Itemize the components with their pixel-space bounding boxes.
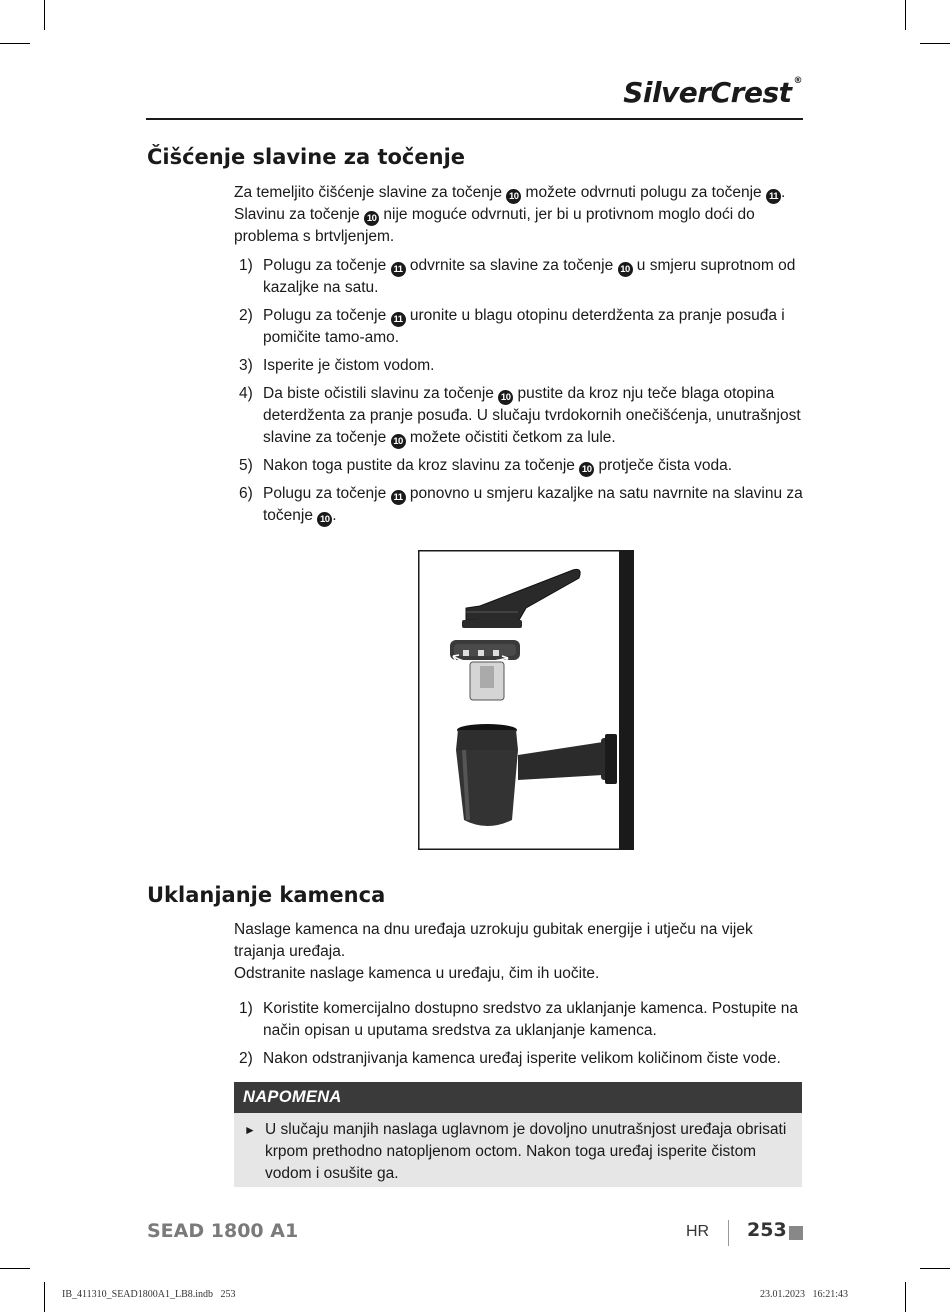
text-run: Da biste očistili slavinu za točenje <box>263 385 499 402</box>
text-run: Polugu za točenje <box>263 257 391 274</box>
callout-number-10-icon: 10 <box>579 462 594 477</box>
step-number: 2) <box>239 307 253 324</box>
crop-mark <box>905 1282 906 1312</box>
print-slug-date: 23.01.2023 16:21:43 <box>760 1289 849 1300</box>
crop-mark <box>44 1282 45 1312</box>
step-item <box>234 455 804 477</box>
note-body <box>234 1113 802 1187</box>
intro-line: Odstranite naslage kamenca u uređaju, čim ih uočite. <box>234 965 600 982</box>
steps-list-descaling <box>234 998 804 1076</box>
text-run: Isperite je čistom vodom. <box>263 357 435 374</box>
callout-number-10-icon: 10 <box>618 262 633 277</box>
step-item <box>234 255 804 299</box>
crop-mark <box>920 1268 950 1269</box>
intro-line: Naslage kamenca na dnu uređaja uzrokuju gubitak energije i utječu na vijek trajanja uređaja. <box>234 921 753 960</box>
step-item <box>234 305 804 349</box>
text-run: Za temeljito čišćenje slavine za točenje <box>234 184 507 201</box>
step-number: 4) <box>239 385 253 402</box>
step-number: 3) <box>239 357 253 374</box>
callout-number-11-icon: 11 <box>391 262 406 277</box>
text-run: . <box>332 507 337 524</box>
callout-number-10-icon: 10 <box>391 434 406 449</box>
page-number: 253 <box>747 1219 787 1241</box>
callout-number-10-icon: 10 <box>364 211 379 226</box>
footer-separator <box>728 1220 729 1246</box>
note-heading: NAPOMENA <box>234 1082 802 1113</box>
text-run: Nakon odstranjivanja kamenca uređaj isperite velikom količinom čiste vode. <box>263 1050 781 1067</box>
text-run: ponovno u smjeru kazaljke na satu navrnite na slavinu za točenje <box>263 485 803 524</box>
text-run: Polugu za točenje <box>263 485 391 502</box>
callout-number-11-icon: 11 <box>766 189 781 204</box>
text-run: nije moguće odvrnuti, jer bi u protivnom moglo doći do problema s brtvljenjem. <box>234 206 755 245</box>
step-number: 1) <box>239 257 253 274</box>
footer-model: SEAD 1800 A1 <box>147 1220 299 1242</box>
callout-number-10-icon: 10 <box>506 189 521 204</box>
tap-illustration <box>418 550 634 850</box>
steps-list-tap-cleaning <box>234 255 804 533</box>
section-intro-descaling <box>234 919 804 985</box>
text-run: Nakon toga pustite da kroz slavinu za točenje <box>263 457 580 474</box>
step-item <box>234 1048 804 1070</box>
callout-number-11-icon: 11 <box>391 312 406 327</box>
text-run: odvrnite sa slavine za točenje <box>405 257 618 274</box>
text-run: protječe čista voda. <box>594 457 733 474</box>
crop-mark <box>905 0 906 30</box>
header-rule <box>146 118 803 120</box>
text-run: možete očistiti četkom za lule. <box>405 429 616 446</box>
text-run: Koristite komercijalno dostupno sredstvo za uklanjanje kamenca. Postupite na način opisan u uputama sredstva za uklanjanje kamenca. <box>263 1000 799 1039</box>
section-title-tap-cleaning: Čišćenje slavine za točenje <box>147 145 466 169</box>
text-run: u smjeru suprotnom od kazaljke na satu. <box>263 257 796 296</box>
step-number: 1) <box>239 1000 253 1017</box>
print-slug-file: IB_411310_SEAD1800A1_LB8.indb 253 <box>62 1289 236 1300</box>
section-intro-tap-cleaning <box>234 182 804 248</box>
text-run: . Slavinu za točenje <box>234 184 786 223</box>
text-run: Polugu za točenje <box>263 307 391 324</box>
step-item <box>234 998 804 1042</box>
footer-language: HR <box>686 1223 710 1240</box>
step-item <box>234 483 804 527</box>
section-title-descaling: Uklanjanje kamenca <box>147 883 386 907</box>
callout-number-11-icon: 11 <box>391 490 406 505</box>
text-run: možete odvrnuti polugu za točenje <box>521 184 766 201</box>
crop-mark <box>920 43 950 44</box>
note-text: U slučaju manjih naslaga uglavnom je dovoljno unutrašnjost uređaja obrisati krpom prethodno natopljenom octom. Nakon toga uređaj isperite čistom vodom i osušite ga. <box>265 1121 787 1182</box>
crop-mark <box>44 0 45 30</box>
brand-logo: SilverCrest ® <box>623 76 802 109</box>
step-number: 6) <box>239 485 253 502</box>
text-run: pustite da kroz nju teče blaga otopina deterdženta za pranje posuđa. U slučaju tvrdokornih onečišćenja, unutrašnjost slavine za točenje <box>263 385 801 446</box>
crop-mark <box>0 1268 30 1269</box>
crop-mark <box>0 43 30 44</box>
footer-square-icon <box>789 1226 803 1240</box>
step-number: 5) <box>239 457 253 474</box>
step-item <box>234 383 804 449</box>
step-number: 2) <box>239 1050 253 1067</box>
bullet-arrow-icon: ► <box>244 1123 256 1137</box>
step-item <box>234 355 804 377</box>
text-run: uronite u blagu otopinu deterdženta za pranje posuđa i pomičite tamo-amo. <box>263 307 785 346</box>
callout-number-10-icon: 10 <box>498 390 513 405</box>
callout-number-10-icon: 10 <box>317 512 332 527</box>
